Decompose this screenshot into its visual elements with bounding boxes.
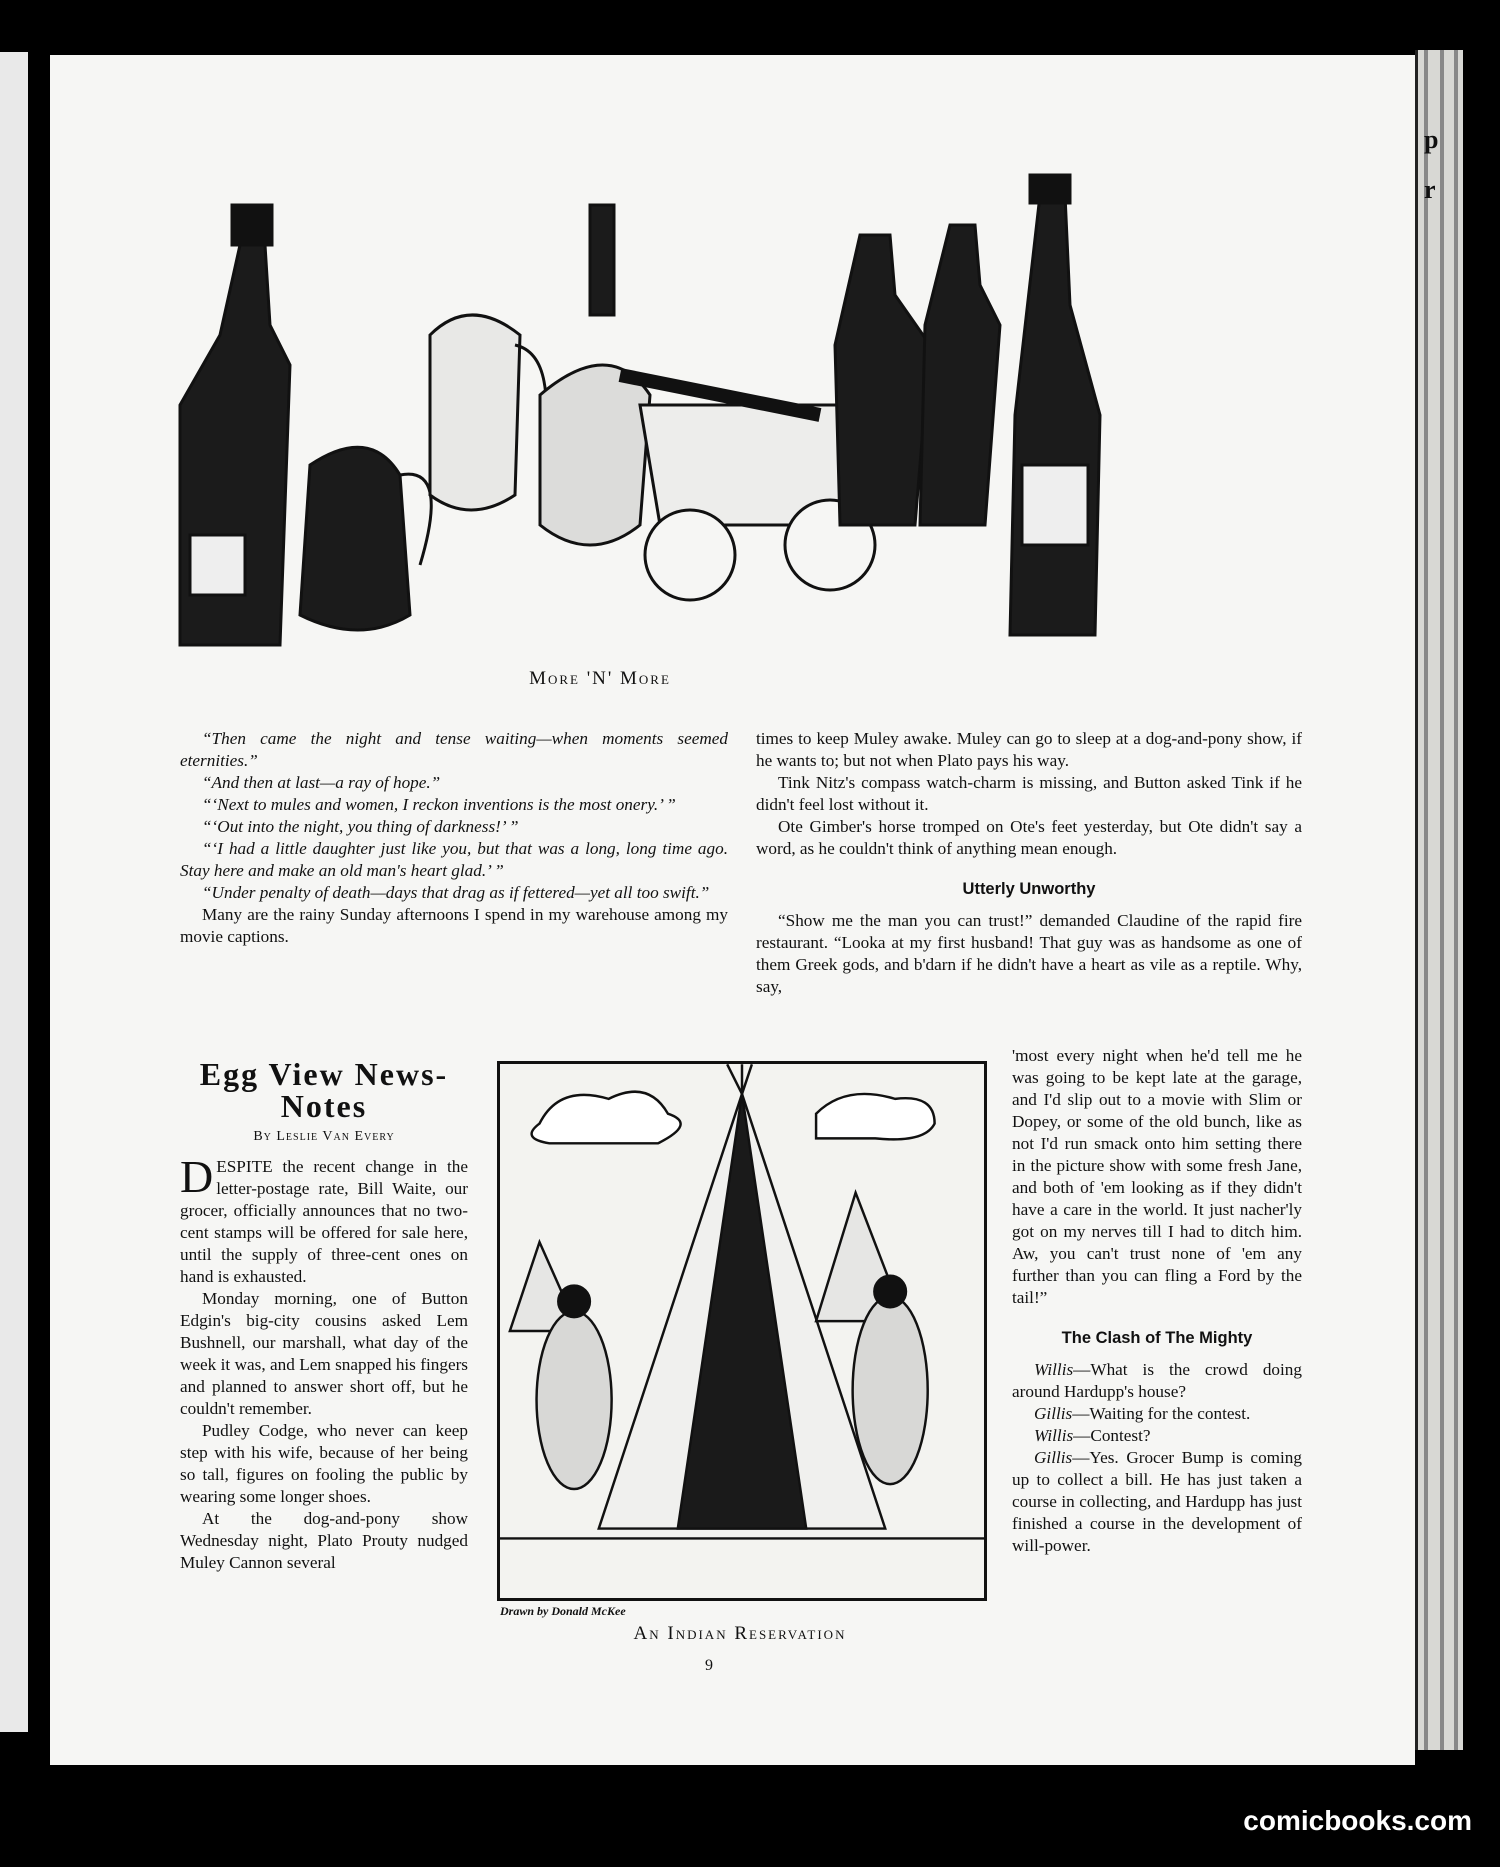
- section-title: Egg View News-Notes: [199, 1056, 449, 1124]
- cartoon-illustration: [497, 1061, 987, 1601]
- story-continuation-column: [1012, 1045, 1302, 1557]
- egg-view-column: [180, 1058, 468, 1574]
- clash-heading: The Clash of The Mighty: [1061, 1329, 1253, 1347]
- quote-paragraph: “‘I had a little daughter just like you, but that was a long, long time ago. Stay here and make an old man's heart glad.’ ”: [180, 839, 728, 880]
- cartoon-caption: An Indian Reservation: [633, 1623, 847, 1644]
- dialogue-line: Gillis—Yes. Grocer Bump is coming up to collect a bill. He has just taken a course in collecting, and Hardupp has just finished a course in the development of will-power.: [1012, 1448, 1302, 1555]
- bottle-drawing: [835, 235, 930, 525]
- body-paragraph: 'most every night when he'd tell me he was going to be kept late at the garage, and I'd slip out to a movie with Slim or Dopey, or some of the old bunch, like as not I'd run smack onto him setting there in the picture show with some fresh Jane, and both of 'em looking as if they didn't have a care in the world. It just nacher'ly got on my nerves till I had to ditch him. Aw, you can't trust none of 'em any further than you can fling a Ford by the tail!”: [1012, 1046, 1302, 1307]
- body-paragraph: Ote Gimber's horse tromped on Ote's feet yesterday, but Ote didn't say a word, as he couldn't think of anything mean enough.: [756, 817, 1302, 858]
- quote-paragraph: “‘Out into the night, you thing of darkness!’ ”: [202, 817, 519, 836]
- watermark: comicbooks.com: [1243, 1805, 1472, 1836]
- body-paragraph: Monday morning, one of Button Edgin's big-city cousins asked Lem Bushnell, our marshall, what day of the week it was, and Lem snapped his fingers and planned to answer short off, but he couldn't remember.: [180, 1289, 468, 1418]
- jug-drawing: [300, 447, 410, 630]
- quote-paragraph: “Then came the night and tense waiting—when moments seemed eternities.”: [180, 729, 728, 770]
- bottle-drawing: [1010, 195, 1100, 635]
- dialogue-line: Willis—Contest?: [1034, 1426, 1151, 1445]
- quote-paragraph: “‘Next to mules and women, I reckon inventions is the most onery.’ ”: [202, 795, 676, 814]
- drop-cap: D: [180, 1151, 214, 1202]
- left-page-edge: [0, 52, 28, 1732]
- dialogue-line: Gillis—Waiting for the contest.: [1034, 1404, 1251, 1423]
- quote-paragraph: “And then at last—a ray of hope.”: [202, 773, 441, 792]
- bottle-drawing: [920, 225, 1000, 525]
- utterly-unworthy-heading: Utterly Unworthy: [962, 880, 1096, 898]
- body-paragraph: times to keep Muley awake. Muley can go to sleep at a dog-and-pony show, if he wants to; but not when Plato pays his way.: [756, 729, 1302, 770]
- cartoon-credit: Drawn by Donald McKee: [500, 1604, 626, 1618]
- page-number: 9: [705, 1657, 713, 1674]
- body-paragraph: Tink Nitz's compass watch-charm is missing, and Button asked Tink if he didn't feel lost without it.: [756, 773, 1302, 814]
- quote-paragraph: “Under penalty of death—days that drag as if fettered—yet all too swift.”: [202, 883, 710, 902]
- book-right-edge: [1415, 50, 1463, 1750]
- captions-column: [180, 728, 728, 948]
- body-paragraph: “Show me the man you can trust!” demanded Claudine of the rapid fire restaurant. “Looka at my first husband! That guy was as handsome as one of them Greek gods, and b'darn if he didn't have a heart as vile as a reptile. Why, say,: [756, 911, 1302, 996]
- body-paragraph: At the dog-and-pony show Wednesday night, Plato Prouty nudged Muley Cannon several: [180, 1509, 468, 1572]
- byline: By Leslie Van Every: [253, 1129, 395, 1144]
- illustration-caption: More 'N' More: [529, 668, 671, 689]
- body-paragraph: Pudley Codge, who never can keep step with his wife, because of her being so tall, figures on fooling the public by wearing some longer shoes.: [180, 1421, 468, 1506]
- body-paragraph: ESPITE the recent change in the letter-postage rate, Bill Waite, our grocer, officially announces that no two-cent stamps will be offered for sale here, until the supply of three-cent ones on hand is exhausted.: [180, 1157, 468, 1286]
- edge-letter: r: [1424, 175, 1436, 204]
- bottles-illustration: [170, 165, 1330, 725]
- edge-letter: p: [1424, 125, 1439, 154]
- dialogue-line: Willis—What is the crowd doing around Hardupp's house?: [1012, 1360, 1302, 1401]
- news-continuation-column: [756, 728, 1302, 998]
- closing-paragraph: Many are the rainy Sunday afternoons I spend in my warehouse among my movie captions.: [180, 905, 728, 946]
